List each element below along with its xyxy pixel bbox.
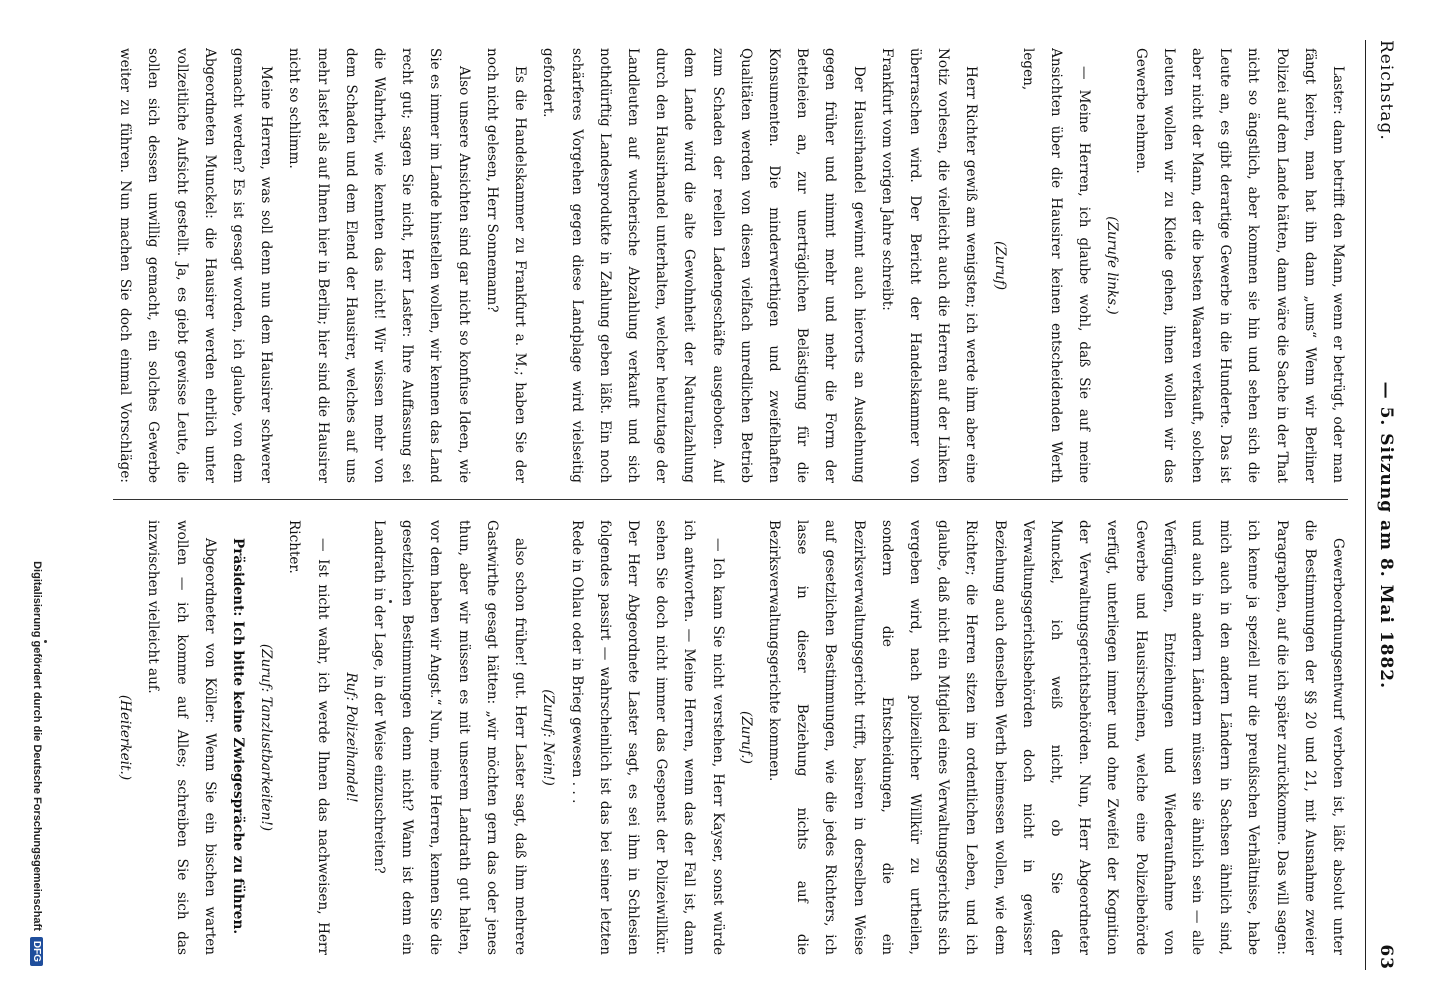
dfg-logo: DFG <box>31 937 44 966</box>
body-paragraph: — Ich kann Sie nicht verstehen, Herr Kayser, sonst würde ich antworten. — Meine Herren, wenn das der Fall ist, dann sehen Sie doch nicht immer das Gespenst der Polizeiwillkür. Der Herr Abgeordnete Laster sagt, es sei ihm in Schlesien folgendes passirt — wahrscheinlich ist das bei seiner letzten Rede in Ohlau oder in Brieg gewesen . . . <box>568 520 726 955</box>
body-paragraph <box>107 520 111 955</box>
speaker-paragraph: Präsident: Ich bitte keine Zwiegespräche zu führen. <box>230 538 247 935</box>
interjection: (Zuruf) <box>991 240 1008 291</box>
interjection: (Heiterkeit.) <box>117 694 134 781</box>
interjection: (Zuruf.) <box>737 711 754 764</box>
column-divider <box>113 499 1348 500</box>
interjection: (Zuruf: Nein!) <box>540 689 557 786</box>
body-paragraph: Also unsere Ansichten sind gar nicht so konfuse Ideen, wie Sie es immer im Lande hinstellen wollen, wir kennen das Land recht gut; sagen Sie nicht, Herr Laster: Ihre Auffassung sei die Wahrheit, wie kennten das nicht! Wir wissen mehr von dem Schaden und dem Elend der Hausirer, welches auf uns mehr lastet als auf Ihnen hier in Berlin; hier sind die Hausirer nicht so schlimm. <box>286 48 472 483</box>
body-paragraph: Gewerbeordnungsentwurf verboten ist, läßt absolut unter die Bestimmungen der §§ 20 und 21, mit Ausnahme zweier Paragraphen, auf die ich später zurückkomme. Das will sagen: ich kenne ja speziell nur die preußischen Verhältnisse, habe mich auch in den andern Ländern in Sachsen ähnlich sind, und auch in andern Ländern müssen sie ähnlich sein — alle Verfügungen, Entziehungen und Wiederaufnahme von Gewerbe und Hausirscheinen, welche eine Polizeibehörde verfügt, unterliegen immer und ohne Zweifel der Kognition der Verwaltungsgerichtsbehörden. Nun, Herr Abgeordneter Munckel, ich weiß nicht, ob Sie den Verwaltungsgerichtsbehörden doch nicht in gewisser Beziehung auch denselben Werth beimessen wollen, wie dem Richter; die Herren sitzen im ordentlichen Leben, und ich glaube, daß nicht ein Mitglied eines Verwaltungsgerichts sich vergeben wird, nach polizeilicher Willkür zu urtheilen, sondern die Entscheidungen, die ein Bezirksverwaltungsgericht trifft, basiren in derselben Weise auf gesetzlichen Bestimmungen, wie die jedes Richters, ich lasse in dieser Beziehung nichts auf die Bezirksverwaltungsgerichte kommen. <box>765 520 1346 955</box>
body-paragraph: Abgeordneter von Köller: Wenn Sie ein bischen warten wollen — ich komme auf Alles; schreiben Sie sich das inzwischen vielleicht auf. <box>145 520 218 955</box>
running-header <box>1365 40 1406 970</box>
digitization-note: Digitalisierung gefördert durch die Deutsche Forschungsgemeinschaft <box>31 561 43 931</box>
body-paragraph: Herr Richter gewiß am wenigsten; ich werde ihm aber eine Notiz vorlesen, die vielleicht auch die Herren auf der Linken überraschen wird. Der Bericht der Handelskammer von Frankfurt vom vorigen Jahre schreibt: <box>878 48 980 483</box>
interjection: Ruf: Polizeihandel! <box>342 672 359 803</box>
body-paragraph: Meine Herren, was soll denn nun dem Hausirer schwerer gemacht werden? Es ist gesagt worden, ich glaube, von dem Abgeordneten Munckel: die Hausirer werden ehrlich unter vollzeitliche Aufsicht gestellt. Ja, es giebt gewisse Leute, die sollen sich dessen unwillig gemacht, ein solches Gewerbe weiter zu führen. Nun machen Sie doch einmal Vorschläge: <box>117 48 275 483</box>
text-column-right <box>107 520 1352 955</box>
page-number: 63 <box>1376 944 1396 970</box>
scan-speck <box>389 600 392 603</box>
text-column-left <box>107 48 1352 483</box>
digitization-credit <box>22 0 52 1000</box>
body-paragraph: Es die Handelskammer zu Frankfurt a. M.; haben Sie der noch nicht gelesen, Herr Sonnemann? <box>483 48 529 483</box>
interjection: (Zuruf: Tanzlustbarkeiten!) <box>258 643 275 832</box>
header-title: — 5. Sitzung am 8. Mai 1882. <box>1376 381 1396 690</box>
body-paragraph: Laster: dann betrifft den Mann, wenn er betrügt, oder man fängt keiren, man hat ihn dann „ums“ Wenn wir Berliner Polizei auf dem Lande hätten, dann wäre die Sache in der That nicht so ängstlich, aber kommen sie hin und sehen sich die Leute an, es gibt derartige Gewerbe in die Hunderte. Das ist aber nicht der Mann, der die besten Waaren verkauft, solchen Leuten wollen wir zu Kleide gehen, ihnen wollen wir das Gewerbe nehmen. <box>1132 48 1346 483</box>
body-paragraph: also schon früher! gut. Herr Laster sagt, daß ihm mehrere Gastwirthe gesagt hätten: „wir möchten gern das oder jenes thun, aber wir müssen es mit unserem Landrath gut halten, vor dem haben wir Angst.“ Nun, meine Herren, kennen Sie die gesetzlichen Bestimmungen denn nicht? Wann ist denn ein Landrath in der Lage, in der Weise einzuschreiten? <box>371 520 529 955</box>
header-left: Reichstag. <box>1376 40 1396 141</box>
body-paragraph: Der Hausirhandel gewinnt auch hierorts an Ausdehnung gegen früher und nimmt mehr und mehr die Form der Betteleien an, zur unerträglichen Belästigung für die Konsumenten. Die minderwerthigen und zweifelhaften Qualitäten werden von diesen vielfach unredlichen Betrieb zum Schaden der reellen Ladengeschäfte ausgeboten. Auf dem Lande wird die alte Gewohnheit der Naturalzahlung durch den Hausirhandel unterhalten, welcher heutzutage der Landleuten auf wucherische Abzahlung verkauft und sich nothdürftig Landesprodukte in Zahlung geben läßt. Ein noch schärferes Vorgehen gegen diese Landplage wird vielseitig gefordert. <box>540 48 867 483</box>
scan-speck <box>44 640 47 643</box>
body-paragraph: — Ist nicht wahr, ich werde Ihnen das nachweisen, Herr Richter. <box>286 520 331 955</box>
body-paragraph: — Meine Herren, ich glaube wohl, daß Sie auf meine Ansichten über die Hausirer keinen entscheidenden Werth legen, <box>1019 48 1093 483</box>
interjection: (Zurufe links.) <box>1104 216 1121 315</box>
